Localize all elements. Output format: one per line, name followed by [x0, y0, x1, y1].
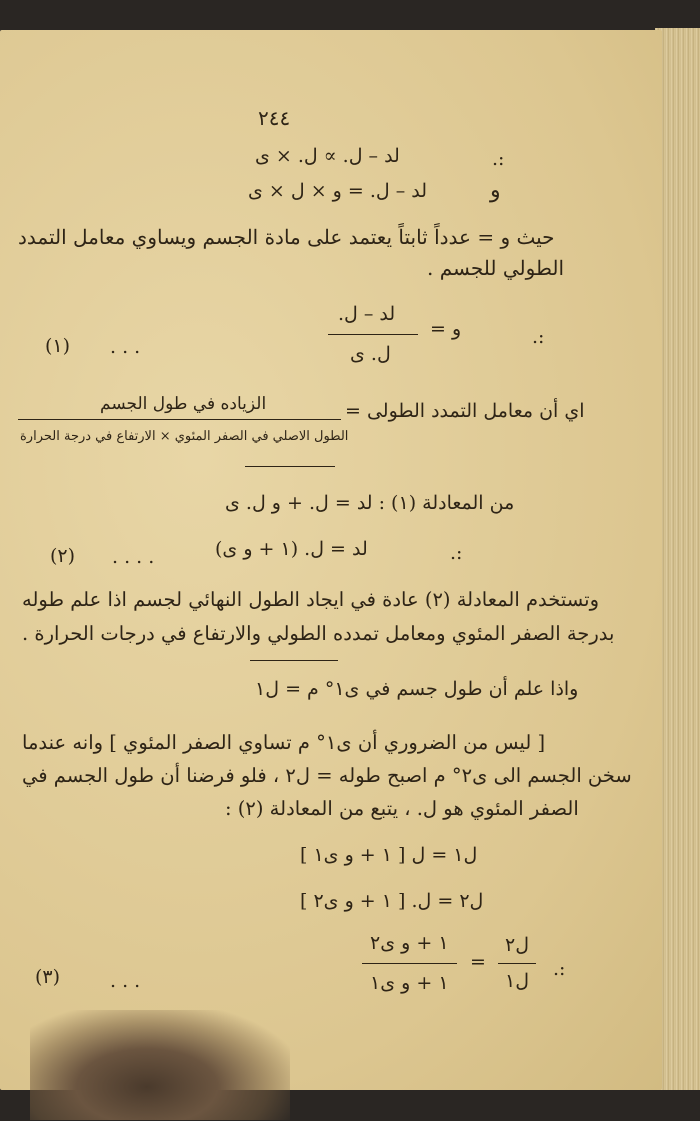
definition-bar: [18, 419, 341, 420]
equation-1: لد – ل. ∝ ل. × ى: [255, 145, 400, 167]
separator: [250, 660, 338, 661]
equation-6: ل٢ = ل. [ ١ + و ى٢ ]: [300, 890, 484, 912]
eq3-lhs: و =: [430, 318, 462, 340]
definition-lhs: اي أن معامل التمدد الطولى =: [345, 400, 585, 422]
separator: [245, 466, 335, 467]
fraction-bar: [328, 334, 418, 335]
eq4-label: (٢): [50, 545, 76, 567]
stain: [30, 1010, 290, 1120]
therefore-symbol: .:: [532, 326, 545, 348]
para4-line2: سخن الجسم الى ى٢° م اصبح طوله = ل٢ ، فلو فرضنا أن طول الجسم في: [22, 764, 632, 787]
eq3-numerator: لد – ل.: [338, 303, 396, 325]
eq3-label: (١): [45, 335, 71, 357]
para3: واذا علم أن طول جسم في ى١° م = ل١: [255, 678, 579, 700]
therefore-symbol: .:: [450, 542, 463, 564]
equation-4: لد = ل. (١ + و ى): [215, 538, 368, 560]
equation-2: لد – ل. = و × ل × ى: [248, 180, 428, 202]
fraction-bar: [498, 963, 536, 964]
para1-line2: الطولي للجسم .: [427, 256, 565, 280]
definition-numerator: الزياده في طول الجسم: [100, 394, 267, 414]
eq7-rhs-numerator: ١ + و ى٢: [370, 932, 449, 954]
para4-line3: الصفر المئوي هو ل. ، يتبع من المعادلة (٢) :: [225, 797, 579, 820]
definition-denominator: الطول الاصلي في الصفر المئوي × الارتفاع في درجة الحرارة: [20, 429, 349, 444]
eq7-equals: =: [470, 951, 486, 973]
eq7-label: (٣): [35, 966, 61, 988]
eq7-lhs-denominator: ل١: [505, 970, 530, 992]
para1-line1: حيث و = عدداً ثابتاً يعتمد على مادة الجسم ويساوي معامل التمدد: [18, 225, 555, 249]
eq7-lhs-numerator: ل٢: [505, 934, 530, 956]
therefore-symbol: .:: [553, 958, 566, 980]
para2-line2: بدرجة الصفر المئوي ومعامل تمدده الطولي والارتفاع في درجات الحرارة .: [22, 622, 615, 645]
para2-line1: وتستخدم المعادلة (٢) عادة في ايجاد الطول النهائي لجسم اذا علم طوله: [22, 588, 600, 611]
page-number: ٢٤٤: [258, 106, 291, 130]
conjunction: ﻭ: [490, 178, 501, 203]
fraction-bar: [362, 963, 457, 964]
eq4-dots: . . . .: [112, 546, 155, 568]
equation-5: ل١ = ل [ ١ + و ى١ ]: [300, 844, 478, 866]
para4-line1: [ ليس من الضروري أن ى١° م تساوي الصفر المئوي ] وانه عندما: [22, 731, 546, 754]
eq3-denominator: ل. ى: [350, 343, 391, 365]
from-equation: من المعادلة (١) : لد = ل. + و ل. ى: [225, 492, 515, 514]
therefore-symbol: .:: [492, 148, 505, 170]
eq7-dots: . . .: [110, 970, 141, 992]
eq7-rhs-denominator: ١ + و ى١: [370, 972, 449, 994]
eq3-dots: . . .: [110, 336, 141, 358]
